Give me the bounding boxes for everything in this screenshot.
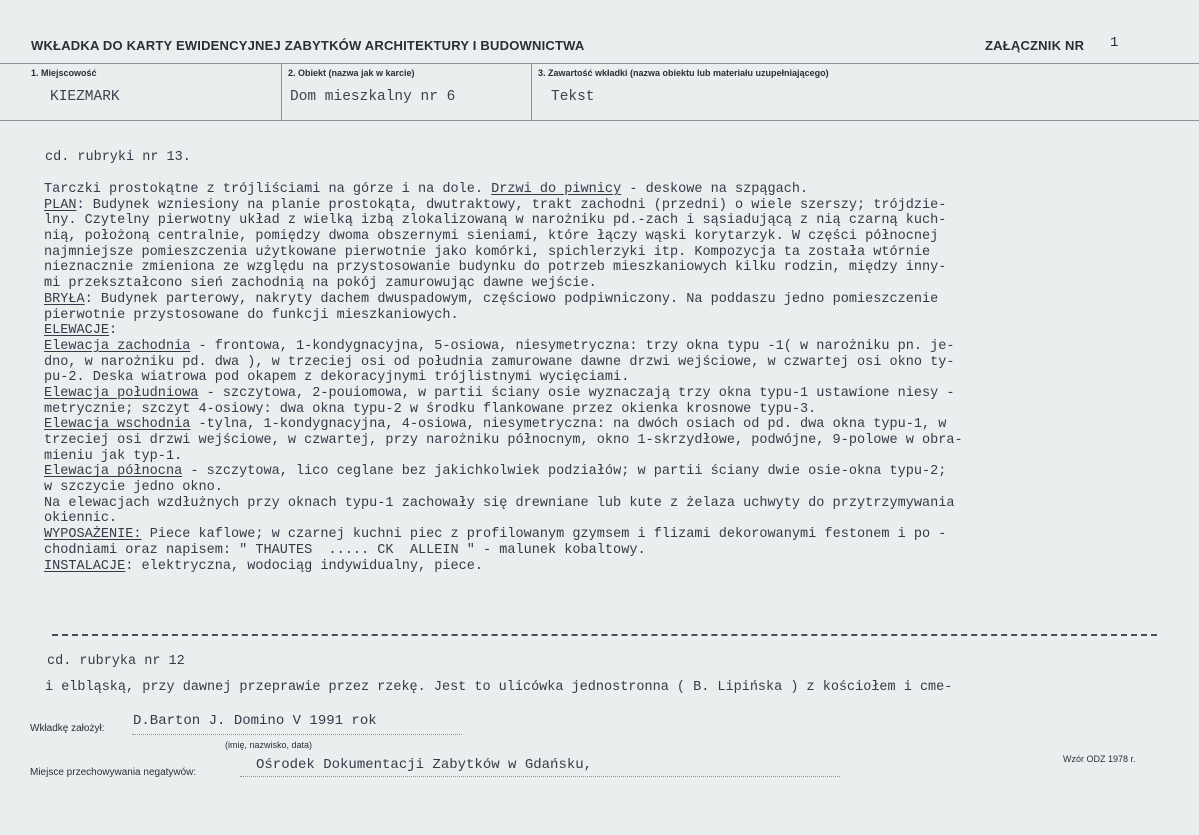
text-line: [44, 543, 1159, 559]
text-segment: - frontowa, 1-kondygnacyjna, 5-osiowa, niesymetryczna: trzy okna typu -1( w narożniku pn. je-: [190, 338, 955, 354]
text-line: [44, 433, 1159, 449]
text-segment: trzeciej osi drzwi wejściowe, w czwartej, przy narożniku północnym, okno 1-skrzydłowe, podwójne, 9-polowe w obra-: [44, 433, 963, 448]
text-segment: w szczycie jedno okno.: [44, 480, 223, 496]
text-line: [44, 229, 1159, 245]
text-line: [44, 480, 1159, 496]
author-value: D.Barton J. Domino V 1991 rok: [133, 713, 377, 729]
text-line: [44, 276, 1159, 292]
underlined-heading: Elewacja południowa: [44, 385, 199, 401]
text-line: [44, 370, 1159, 386]
text-segment: :: [109, 323, 118, 339]
text-line: [44, 292, 1159, 308]
negatives-underline: [240, 776, 840, 777]
author-label: Wkładkę założył:: [30, 723, 105, 734]
fields-divider: [0, 120, 1199, 121]
text-line: [44, 559, 1159, 575]
text-segment: - szczytowa, lico ceglane bez jakichkolwiek podziałów; w partii ściany dwie osie-okna typu-2;: [182, 464, 947, 480]
field-value-contents: Tekst: [551, 89, 595, 105]
section1-heading: cd. rubryki nr 13.: [45, 150, 191, 165]
section2-heading: cd. rubryka nr 12: [47, 654, 185, 669]
underlined-heading: BRYŁA: [44, 291, 85, 307]
text-segment: -tylna, 1-kondygnacyjna, 4-osiowa, niesymetryczna: na dwóch osiach od pd. dwa okna typu-1, w: [190, 417, 947, 433]
text-segment: najmniejsze pomieszczenia użytkowane pierwotnie jako komórki, spichlerzyki itp. Kompozycja ta została wtórnie: [44, 244, 931, 260]
text-segment: dno, w narożniku pd. dwa ), w trzeciej osi od południa zamurowane dawne drzwi wejściowe, w czwartej osi okno ty-: [44, 354, 955, 370]
text-line: [44, 323, 1159, 339]
underlined-heading: Elewacja północna: [44, 464, 183, 480]
underlined-heading: INSTALACJE: [44, 558, 126, 574]
annex-label: ZAŁĄCZNIK NR: [985, 38, 1085, 53]
field-label-locality: 1. Miejscowość: [31, 68, 97, 78]
text-segment: : elektryczna, wodociąg indywidualny, piece.: [125, 558, 483, 574]
annex-number: 1: [1110, 35, 1119, 51]
underlined-heading: PLAN: [44, 197, 77, 213]
section2-line: i elbląską, przy dawnej przeprawie przez rzekę. Jest to ulicówka jednostronna ( B. Lipińska ) z kościołem i cme-: [45, 680, 953, 695]
negatives-label: Miejsce przechowywania negatywów:: [30, 767, 197, 778]
text-segment: Tarczki prostokątne z trójliściami na górze i na dole.: [44, 182, 492, 197]
text-segment: lny. Czytelny pierwotny układ z wielką izbą zlokalizowaną w narożniku pd.-zach i sąsiadującą z nią czarną kuch-: [44, 213, 947, 229]
text-line: [44, 527, 1159, 543]
author-underline: [132, 734, 462, 735]
card-title: WKŁADKA DO KARTY EWIDENCYJNEJ ZABYTKÓW ARCHITEKTURY I BUDOWNICTWA: [31, 38, 585, 53]
section-divider: [52, 634, 1157, 636]
underlined-heading: WYPOSAŻENIE:: [44, 527, 142, 543]
text-segment: Na elewacjach wzdłużnych przy oknach typu-1 zachowały się drewniane lub kute z żelaza uchwyty do przytrzymywania: [44, 495, 955, 511]
field-value-locality: KIEZMARK: [50, 89, 120, 105]
text-line: [44, 245, 1159, 261]
underlined-heading: ELEWACJE: [44, 323, 110, 339]
text-line: [44, 386, 1159, 402]
field-label-object: 2. Obiekt (nazwa jak w karcie): [288, 68, 415, 78]
field-value-object: Dom mieszkalny nr 6: [290, 89, 456, 105]
underlined-heading: Elewacja wschodnia: [44, 417, 191, 433]
text-segment: pierwotnie przystosowane do funkcji mieszkaniowych.: [44, 307, 459, 323]
author-hint: (imię, nazwisko, data): [225, 740, 313, 750]
text-segment: mieniu jak typ-1.: [44, 448, 183, 464]
text-line: [44, 213, 1159, 229]
text-line: [44, 308, 1159, 324]
underlined-heading: Drzwi do piwnicy: [491, 182, 622, 197]
text-segment: pu-2. Deska wiatrowa pod okapem z dekoracyjnymi trójlistnymi wycięciami.: [44, 370, 630, 386]
text-segment: nieznacznie zmieniona ze względu na przystosowanie budynku do potrzeb mieszkaniowych kilku rodzin, między inny-: [44, 260, 947, 276]
text-segment: : Budynek wzniesiony na planie prostokąta, dwutraktowy, trakt zachodni (przedni) o wiele szerszy; trójdzie-: [76, 197, 947, 213]
form-code: Wzór ODZ 1978 r.: [1063, 754, 1136, 764]
text-segment: nią, położoną centralnie, pomiędzy dwoma obszernymi sieniami, które łączy wąski korytarzyk. W części północnej: [44, 229, 939, 245]
text-line: [44, 402, 1159, 418]
text-line: [44, 464, 1159, 480]
underlined-heading: Elewacja zachodnia: [44, 338, 191, 354]
text-line: [44, 198, 1159, 214]
text-segment: - szczytowa, 2-pouiomowa, w partii ściany osie wyznaczają trzy okna typu-1 ustawione niesy -: [198, 385, 955, 401]
text-line: [44, 339, 1159, 355]
text-segment: Piece kaflowe; w czarnej kuchni piec z profilowanym gzymsem i flizami dekorowanymi festonem i po -: [141, 527, 947, 543]
text-line: [44, 182, 1159, 198]
negatives-value: Ośrodek Dokumentacji Zabytków w Gdańsku,: [256, 757, 593, 773]
field-label-contents: 3. Zawartość wkładki (nazwa obiektu lub materiału uzupełniającego): [538, 68, 829, 78]
text-line: [44, 417, 1159, 433]
section1-body: [44, 182, 1159, 574]
text-segment: mi przekształcono sień zachodnią na pokój zamurowując dawne wejście.: [44, 276, 597, 292]
field-separator-2: [531, 63, 532, 120]
text-line: [44, 511, 1159, 527]
text-line: [44, 355, 1159, 371]
header-divider: [0, 63, 1199, 64]
text-line: [44, 496, 1159, 512]
text-line: [44, 449, 1159, 465]
text-segment: okiennic.: [44, 511, 118, 527]
text-segment: : Budynek parterowy, nakryty dachem dwuspadowym, częściowo podpiwniczony. Na poddaszu jedno pomieszczenie: [84, 291, 939, 307]
text-line: [44, 260, 1159, 276]
text-segment: - deskowe na szpągach.: [621, 182, 809, 197]
text-segment: chodniami oraz napisem: " THAUTES ..... CK ALLEIN " - malunek kobaltowy.: [44, 542, 646, 558]
field-separator-1: [281, 63, 282, 120]
text-segment: metrycznie; szczyt 4-osiowy: dwa okna typu-2 w środku flankowane przez okienka krosnowe typu-3.: [44, 401, 817, 417]
